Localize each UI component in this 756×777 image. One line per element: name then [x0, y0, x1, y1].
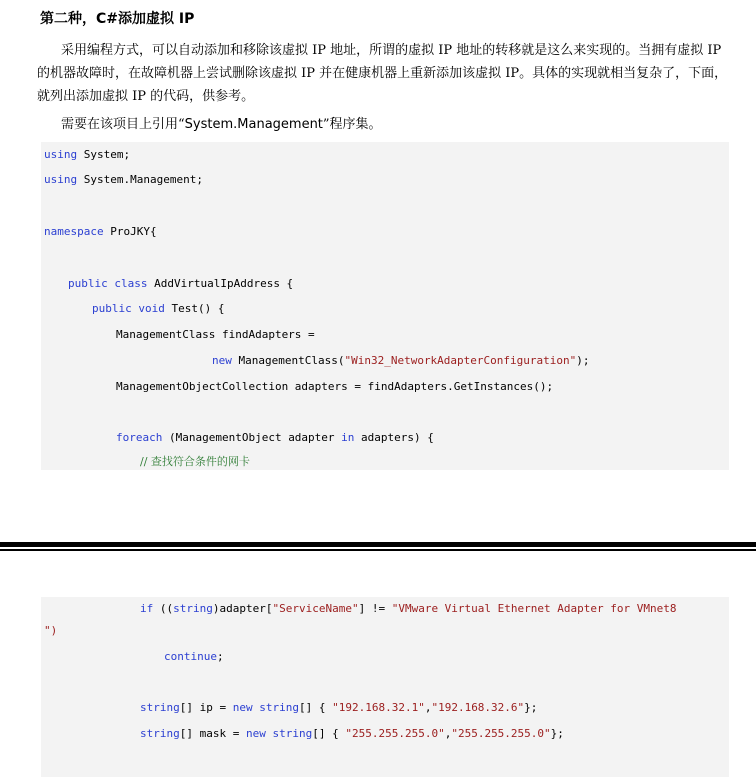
keyword: string	[140, 701, 180, 714]
code-line-collection	[116, 380, 553, 394]
code-text: Test() {	[164, 302, 225, 315]
code-text: System;	[77, 148, 131, 161]
string-literal: "255.255.255.0"	[451, 727, 551, 740]
intro-paragraph: 采用编程方式，可以自动添加和移除该虚拟 IP 地址，所谓的虚拟 IP 地址的转移就是这么来实现的。当拥有虚拟 IP 的机器故障时，在故障机器上尝试删除该虚拟 IP 并在健康机器上重新添加该虚拟 IP。具体的实现就相当复杂了，下面，就列出添加虚拟 IP 的代码，供参考。	[37, 43, 728, 104]
code-text: ;	[216, 650, 224, 663]
section-heading: 第二种，C#添加虚拟 IP	[40, 11, 195, 27]
string-literal: "VMware Virtual Ethernet Adapter for VMnet8	[391, 602, 677, 615]
code-line-comment: // 查找符合条件的网卡	[140, 455, 250, 468]
code-text: )adapter[	[212, 602, 273, 615]
string-literal: "255.255.255.0"	[345, 727, 445, 740]
code-block-2	[41, 597, 729, 777]
code-text: };	[524, 701, 538, 714]
code-line-ip-array	[140, 701, 537, 715]
reference-assembly-name: System.Management	[184, 117, 323, 132]
string-literal: "Win32_NetworkAdapterConfiguration"	[344, 354, 577, 367]
keyword: using	[44, 148, 78, 161]
code-text: );	[576, 354, 590, 367]
page-separator-thick	[0, 542, 756, 547]
code-text: [] {	[312, 727, 346, 740]
code-text: ManagementClass findAdapters =	[116, 328, 315, 341]
keyword: new	[245, 727, 266, 740]
code-line-new-managementclass	[212, 354, 590, 368]
reference-prefix: 需要在该项目上引用“	[61, 117, 185, 132]
keyword: continue	[164, 650, 217, 663]
keyword: public class	[68, 277, 148, 290]
keyword: public void	[92, 302, 165, 315]
code-line-using-system	[44, 148, 130, 162]
code-text: ManagementClass(	[231, 354, 345, 367]
code-text: ProJKY{	[103, 225, 157, 238]
code-line-managementclass	[116, 328, 315, 342]
code-text: [] {	[298, 701, 333, 714]
keyword: foreach	[116, 431, 163, 444]
code-text: ManagementObjectCollection adapters = findAdapters.GetInstances();	[116, 380, 554, 393]
reference-paragraph	[37, 113, 737, 136]
keyword: string	[173, 602, 213, 615]
keyword: if	[140, 602, 154, 615]
keyword: namespace	[44, 225, 104, 238]
keyword: string	[272, 727, 313, 740]
code-text: AddVirtualIpAddress {	[147, 277, 294, 290]
keyword: new	[232, 701, 253, 714]
keyword: in	[341, 431, 355, 444]
code-text: [] ip =	[179, 701, 233, 714]
code-text: ((	[153, 602, 174, 615]
string-literal: "192.168.32.1"	[332, 701, 425, 714]
code-text: };	[550, 727, 564, 740]
string-literal: "ServiceName"	[272, 602, 359, 615]
page-separator-thin	[0, 549, 756, 551]
code-text: System.Management;	[77, 173, 203, 186]
code-line-namespace	[44, 225, 157, 239]
code-line-if-wrap	[44, 624, 57, 638]
keyword: string	[140, 727, 180, 740]
string-literal: "192.168.32.6"	[431, 701, 525, 714]
code-line-method	[92, 302, 224, 316]
code-text: adapters) {	[354, 431, 434, 444]
keyword: new	[212, 354, 232, 367]
code-text: [] mask =	[179, 727, 246, 740]
code-line-foreach	[116, 431, 434, 445]
code-text: ,	[444, 727, 452, 740]
code-line-class	[68, 277, 293, 291]
code-line-continue	[164, 650, 224, 664]
string-literal: ")	[44, 624, 58, 637]
code-block-1	[41, 142, 729, 470]
code-line-if	[140, 602, 676, 616]
code-line-using-management	[44, 173, 203, 187]
code-text: ,	[424, 701, 432, 714]
keyword: string	[259, 701, 299, 714]
code-line-mask-array	[140, 727, 564, 741]
reference-suffix: ”程序集。	[322, 117, 382, 132]
code-text: ] !=	[358, 602, 392, 615]
keyword: using	[44, 173, 78, 186]
code-text: (ManagementObject adapter	[162, 431, 342, 444]
